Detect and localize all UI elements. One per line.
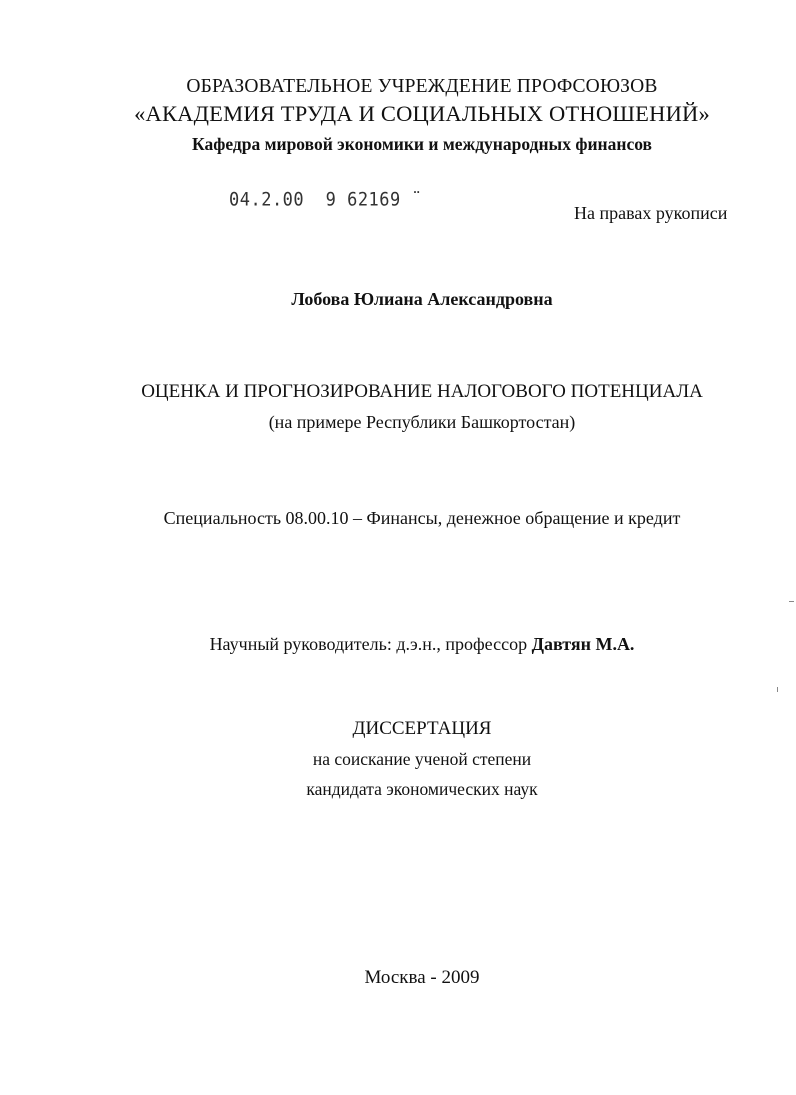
degree-line-1: на соискание ученой степени <box>312 749 532 769</box>
advisor-label: Научный руководитель: д.э.н., профессор <box>209 634 532 654</box>
dissertation-heading: ДИССЕРТАЦИЯ <box>352 718 492 739</box>
degree-line-2: кандидата экономических наук <box>306 779 538 799</box>
manuscript-rights-note: На правах рукописи <box>574 203 728 223</box>
scan-mark <box>789 601 794 602</box>
city-year: Москва - 2009 <box>364 967 480 988</box>
author-name: Лобова Юлиана Александровна <box>291 289 553 309</box>
organization-name: ОБРАЗОВАТЕЛЬНОЕ УЧРЕЖДЕНИЕ ПРОФСОЮЗОВ <box>186 76 658 97</box>
thesis-subtitle: (на примере Республики Башкортостан) <box>268 412 576 432</box>
thesis-title: ОЦЕНКА И ПРОГНОЗИРОВАНИЕ НАЛОГОВОГО ПОТЕНЦИАЛА <box>141 381 703 402</box>
library-stamp-code: 04.2.00 9 62169 ¨ <box>229 189 423 211</box>
academy-name: «АКАДЕМИЯ ТРУДА И СОЦИАЛЬНЫХ ОТНОШЕНИЙ» <box>134 101 710 126</box>
advisor-name: Давтян М.А. <box>531 634 635 654</box>
scan-mark <box>777 687 778 692</box>
advisor-line <box>24 634 796 655</box>
specialty-line: Специальность 08.00.10 – Финансы, денежное обращение и кредит <box>163 508 681 528</box>
chair-name: Кафедра мировой экономики и международных финансов <box>192 134 652 154</box>
